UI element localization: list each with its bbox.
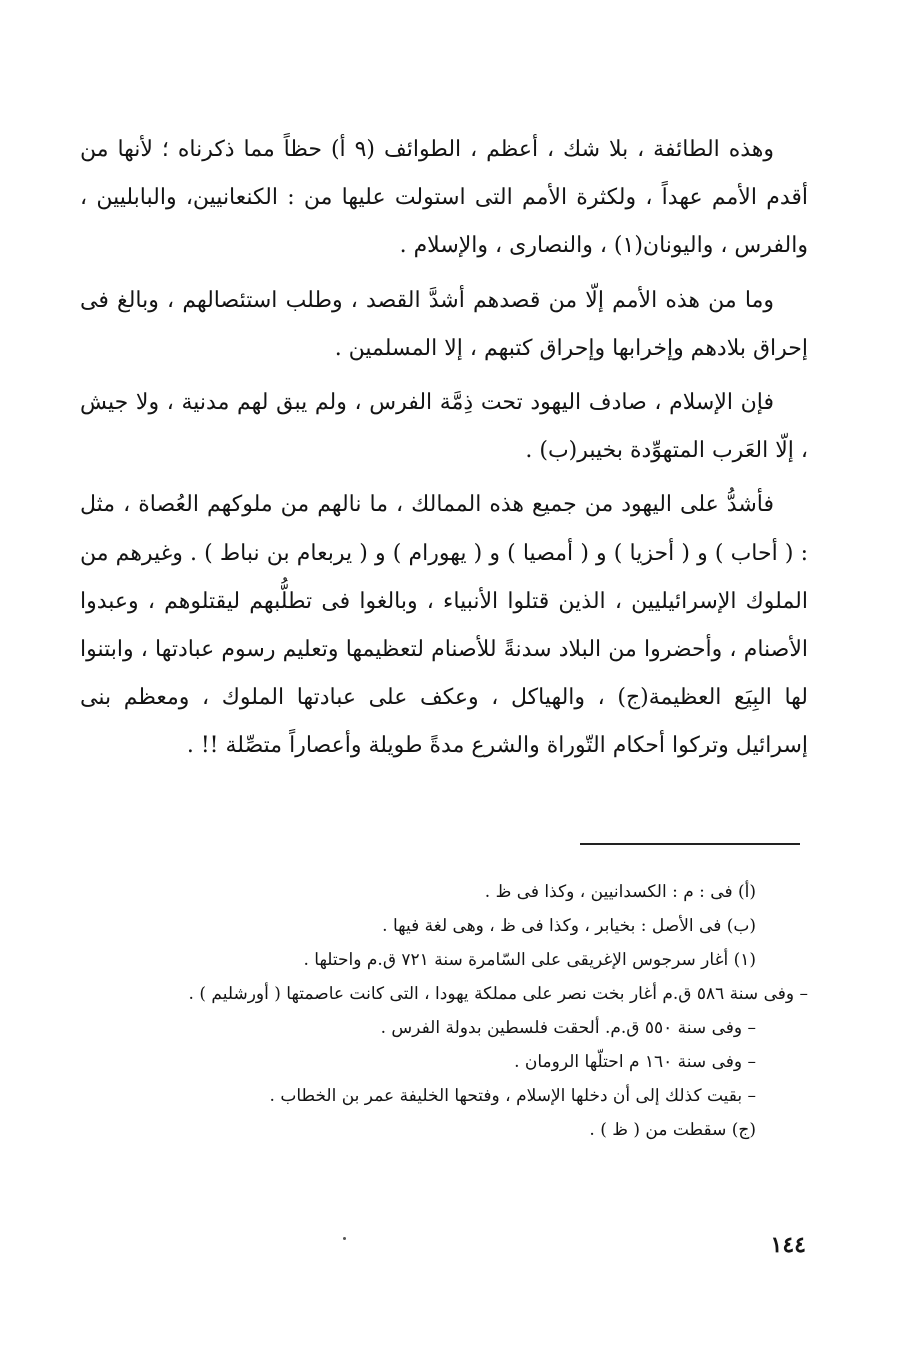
page-number: ١٤٤ <box>770 1232 806 1258</box>
footnote: – بقيت كذلك إلى أن دخلها الإسلام ، وفتحها الخليفة عمر بن الخطاب . <box>269 1086 756 1106</box>
footnote: – وفى سنة ٥٨٦ ق.م أغار بخت نصر على مملكة يهودا ، التى كانت عاصمتها ( أورشليم ) . <box>188 984 808 1004</box>
footnote-separator <box>580 843 800 845</box>
paragraph: وهذه الطائفة ، بلا شك ، أعظم ، الطوائف (٩ أ) حظاً مما ذكرناه ؛ لأنها من أقدم الأمم عهداً ، ولكثرة الأمم التى استولت عليها من : الكنعانيين، والبابليين ، والفرس ، واليونان(١) ، والنصارى ، والإسلام . <box>80 137 808 259</box>
paragraph: فأشدُّ على اليهود من جميع هذه الممالك ، ما نالهم من ملوكهم العُصاة ، مثل : ( أحاب ) و ( أحزيا ) و ( أمصيا ) و ( يهورام ) و ( يربعام بن نباط ) . وغيرهم من الملوك الإسرائيليين ، الذين قتلوا الأنبياء ، وبالغوا فى تطلُّبهم ليقتلوهم ، وعبدوا الأصنام ، وأحضروا من البلاد سدنةً للأصنام لتعظيمها وتعليم رسوم عبادتها ، وابتنوا لها البِيَع العظيمة(ج) ، والهياكل ، وعكف على عبادتها الملوك ، ومعظم بنى إسرائيل وتركوا أحكام التّوراة والشرع مدةً طويلة وأعصاراً متصِّلة !! . <box>80 492 808 759</box>
footnote: (١) أغار سرجوس الإغريقى على السّامرة سنة ٧٢١ ق.م واحتلها . <box>303 950 756 970</box>
paragraph: وما من هذه الأمم إلّا من قصدهم أشدَّ القصد ، وطلب استئصالهم ، وبالغ فى إحراق بلادهم وإخرابها وإحراق كتبهم ، إلا المسلمين . <box>80 287 808 361</box>
footnote: – وفى سنة ١٦٠ م احتلّها الرومان . <box>514 1052 756 1072</box>
paragraph: فإن الإسلام ، صادف اليهود تحت ذِمَّة الفرس ، ولم يبق لهم مدنية ، ولا جيش ، إلّا العَرب المتهوِّدة بخيبر(ب) . <box>80 390 808 464</box>
main-text <box>80 126 808 777</box>
stray-dot <box>343 1237 346 1240</box>
footnote: (ب) فى الأصل : بخيابر ، وكذا فى ظ ، وهى لغة فيها . <box>382 916 756 936</box>
footnote: (ج) سقطت من ( ظ ) . <box>589 1120 756 1140</box>
footnote: (أ) فى : م : الكسدانيين ، وكذا فى ظ . <box>484 882 756 902</box>
footnotes <box>80 875 808 1147</box>
footnote: – وفى سنة ٥٥٠ ق.م. ألحقت فلسطين بدولة الفرس . <box>380 1018 756 1038</box>
